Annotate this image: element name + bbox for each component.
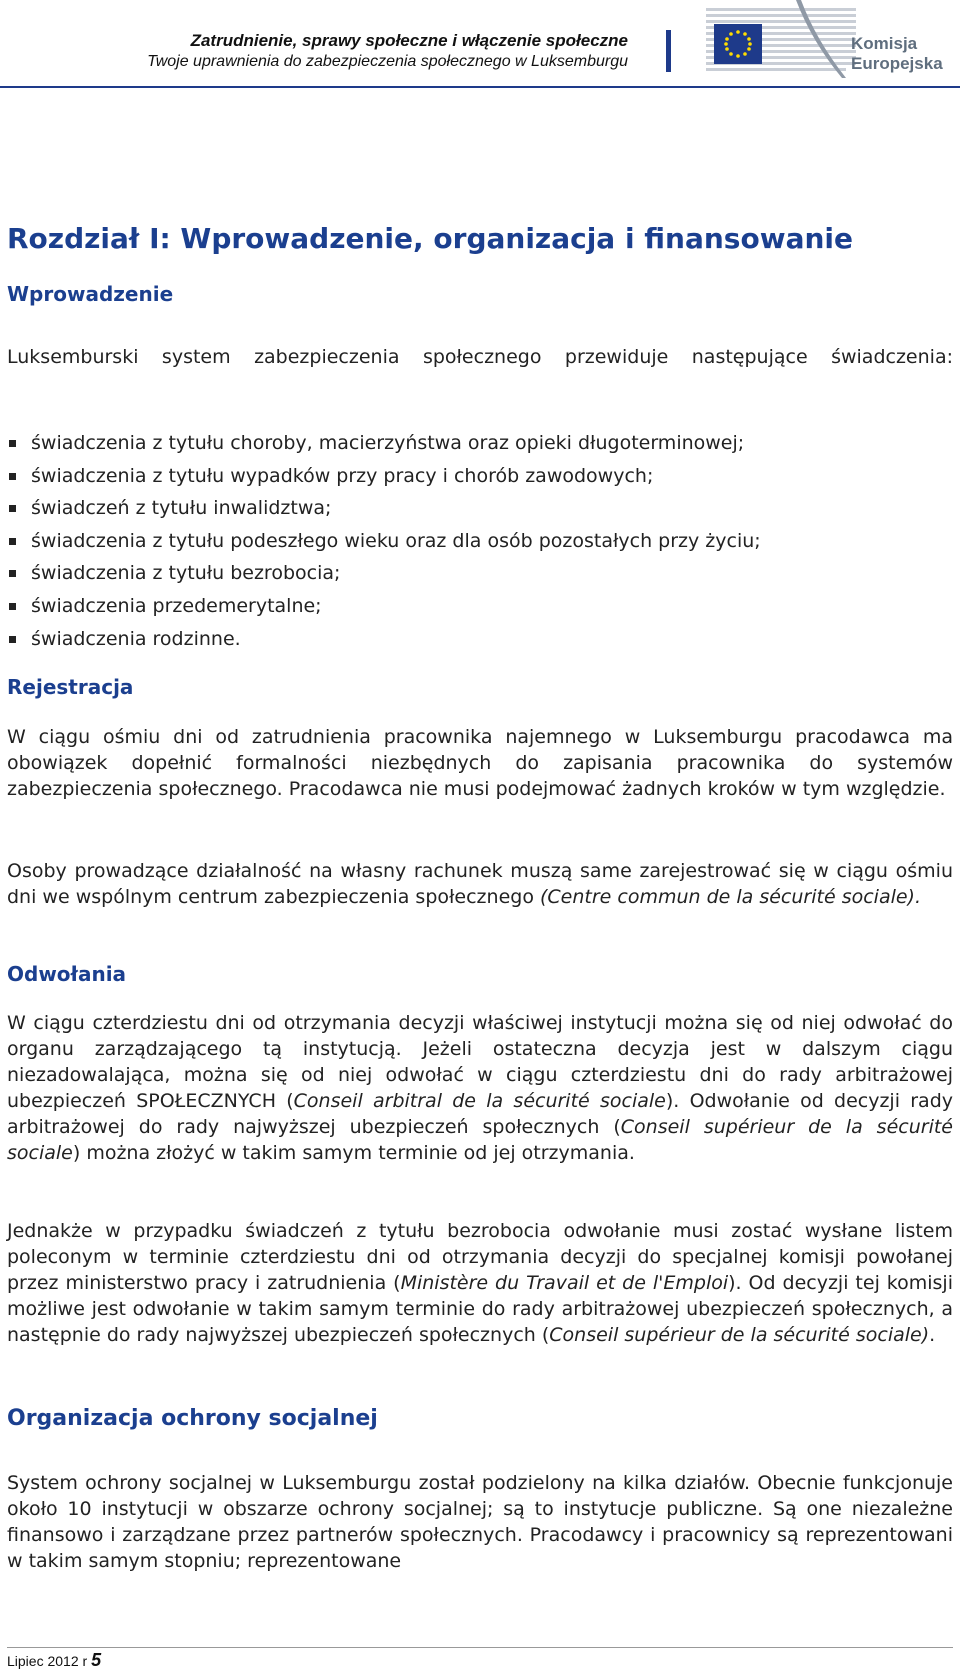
appeals-p1-a: W ciągu czterdziestu dni od otrzymania decyzji właściwej instytucji można się od niej odwołać do organu zarządzającego tą instytucją. Jeżeli ostateczna decyzja jest w dalszym ciągu niezadowalająca, można się od niej odwołać w ciągu czterdziestu dni do rady arbitrażowej ubezpieczeń SPOŁECZNYCH ( (7, 1012, 953, 1112)
appeals-p1-b: ). Odwołanie od decyzji rady arbitrażowej do rady najwyższej ubezpieczeń społecznych ( (7, 1090, 953, 1138)
registration-paragraph-1: W ciągu ośmiu dni od zatrudnienia pracownika najemnego w Luksemburgu pracodawca ma obowiązek dopełnić formalności niezbędnych do zapisania pracownika do systemów zabezpieczenia społecznego. Pracodawca nie musi podejmować żadnych kroków w tym względzie. (7, 726, 953, 800)
appeals-p1-italic-2: Conseil supérieur de la sécurité sociale (7, 1116, 953, 1164)
list-item (7, 557, 953, 590)
header-title: Zatrudnienie, sprawy społeczne i włączenie społeczne (190, 31, 628, 50)
list-item-text: świadczenia z tytułu wypadków przy pracy i chorób zawodowych; (31, 464, 654, 487)
bullet-icon (9, 636, 16, 643)
appeals-p1-italic-1: Conseil arbitral de la sécurité sociale (293, 1090, 666, 1112)
bullet-icon (9, 440, 16, 447)
appeals-p2-a: Jednakże w przypadku świadczeń z tytułu bezrobocia odwołanie musi zostać wysłane listem poleconym w terminie czterdziestu dni od otrzymania decyzji do specjalnej komisji powołanej przez ministerstwo pracy i zatrudnienia ( (7, 1220, 953, 1294)
section-heading-registration: Rejestracja (7, 675, 134, 699)
footer-date: Lipiec 2012 r (7, 1653, 88, 1669)
registration-p2-italic: (Centre commun de la sécurité sociale). (539, 886, 922, 908)
logo-line-1: Komisja (851, 34, 918, 53)
appeals-p2-b: ). Od decyzji tej komisji możliwe jest odwołanie w takim samym terminie do rady arbitrażowej ubezpieczeń społecznych, a następnie do rady najwyższej ubezpieczeń społecznych ( (7, 1272, 953, 1346)
header-titles (147, 30, 628, 72)
bullet-icon (9, 473, 16, 480)
bullet-icon (9, 570, 16, 577)
appeals-p2-italic-2: Conseil supérieur de la sécurité sociale) (549, 1324, 930, 1346)
intro-lead: Luksemburski system zabezpieczenia społecznego przewiduje następujące świadczenia: (7, 346, 953, 368)
appeals-p2-italic-1: Ministère du Travail et de l'Emploi (400, 1272, 729, 1294)
list-item (7, 525, 953, 558)
chapter-title: Rozdział I: Wprowadzenie, organizacja i finansowanie (7, 222, 853, 255)
benefits-list (7, 427, 953, 655)
list-item (7, 427, 953, 460)
list-item-text: świadczenia rodzinne. (31, 627, 241, 650)
appeals-p2-c: . (929, 1324, 936, 1346)
intro-lead-line1 (7, 344, 953, 370)
list-item (7, 460, 953, 493)
appeals-paragraph-1 (7, 1010, 953, 1166)
list-item (7, 590, 953, 623)
list-item-text: świadczenia przedemerytalne; (31, 594, 322, 617)
header-rule (0, 86, 960, 88)
page-header (0, 0, 960, 88)
bullet-icon (9, 505, 16, 512)
header-divider (666, 30, 671, 72)
list-item-text: świadczeń z tytułu inwalidztwa; (31, 497, 332, 520)
section-heading-appeals: Odwołania (7, 962, 127, 986)
registration-p2-text: Osoby prowadzące działalność na własny rachunek muszą same zarejestrować się w ciągu ośmiu dni we wspólnym centrum zabezpieczenia społecznego (7, 860, 953, 908)
logo-line-2: Europejska (851, 54, 943, 73)
header-subtitle: Twoje uprawnienia do zabezpieczenia społecznego w Luksemburgu (147, 53, 628, 70)
appeals-p1-c: ) można złożyć w takim samym terminie od jej otrzymania. (72, 1142, 635, 1164)
list-item-text: świadczenia z tytułu bezrobocia; (31, 562, 341, 585)
appeals-paragraph-2 (7, 1218, 953, 1348)
page-number: 5 (91, 1650, 102, 1670)
list-item-text: świadczenia z tytułu podeszłego wieku oraz dla osób pozostałych przy życiu; (31, 529, 761, 552)
bullet-icon (9, 603, 16, 610)
page-footer (7, 1650, 101, 1671)
list-item (7, 623, 953, 656)
section-heading-intro: Wprowadzenie (7, 282, 174, 306)
bullet-icon (9, 538, 16, 545)
list-item (7, 492, 953, 525)
registration-paragraph-2 (7, 858, 953, 910)
section-heading-organisation: Organizacja ochrony socjalnej (7, 1406, 378, 1431)
logo-text (851, 34, 943, 74)
organisation-paragraph-1: System ochrony socjalnej w Luksemburgu został podzielony na kilka działów. Obecnie funkcjonuje około 10 instytucji w obszarze ochrony socjalnej; są to instytucje publiczne. Są one niezależne finansowo i zarządzane przez partnerów społecznych. Pracodawcy i pracownicy są reprezentowani w takim samym stopniu; reprezentowane (7, 1472, 953, 1572)
footer-rule (7, 1647, 953, 1648)
list-item-text: świadczenia z tytułu choroby, macierzyństwa oraz opieki długoterminowej; (31, 432, 745, 454)
